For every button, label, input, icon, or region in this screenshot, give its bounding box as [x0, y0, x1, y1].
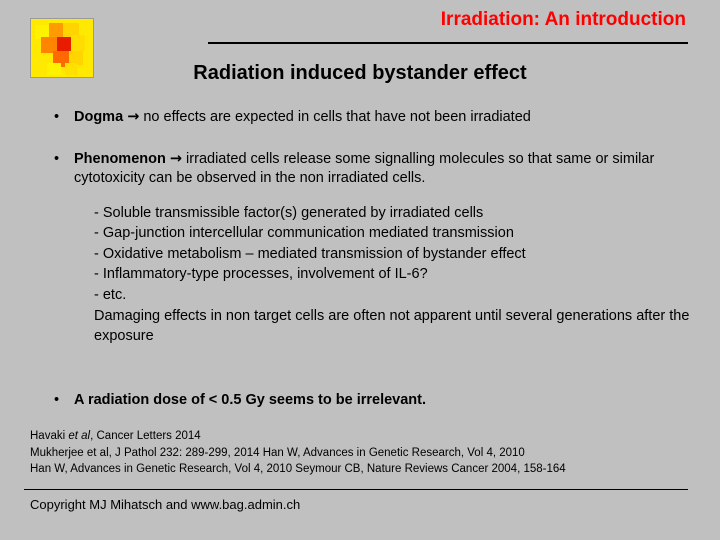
logo-block — [57, 37, 71, 51]
slide-headline: Radiation induced bystander effect — [193, 62, 527, 84]
logo-block — [71, 35, 85, 51]
bullet-dogma — [52, 108, 692, 128]
logo-block — [49, 23, 63, 37]
bullet-dose — [52, 392, 714, 408]
bullet-marker: • — [54, 392, 60, 408]
bullet-phenomenon — [52, 150, 692, 189]
slide-header — [208, 10, 688, 31]
bullet-dose-text: A radiation dose of < 0.5 Gy seems to be irrelevant. — [74, 392, 427, 408]
list-item: - etc. — [94, 287, 127, 303]
bullet-marker: • — [54, 109, 60, 125]
list-item: - Oxidative metabolism – mediated transmission of bystander effect — [94, 245, 526, 262]
page-title: Irradiation: An introduction — [440, 9, 686, 30]
bullet-marker: • — [54, 150, 60, 167]
reference-rest: , Cancer Letters 2014 — [90, 430, 201, 442]
list-item: Damaging effects in non target cells are often not apparent until several generations after the exposure — [94, 307, 690, 345]
bullet-dogma-label: Dogma — [74, 109, 124, 125]
reference-line — [30, 428, 690, 445]
reference-line: Han W, Advances in Genetic Research, Vol 4, 2010 Seymour CB, Nature Reviews Cancer 2004, 158-164 — [30, 463, 566, 476]
reference-author: Havaki — [30, 430, 66, 442]
list-item: - Inflammatory-type processes, involvement of IL-6? — [94, 266, 428, 283]
list-item: - Soluble transmissible factor(s) generated by irradiated cells — [94, 204, 484, 221]
bullet-phenomenon-label: Phenomenon — [74, 150, 166, 167]
bullet-phenomenon-text: irradiated cells release some signalling molecules so that same or similar cytotoxicity can be observed in the non irradiated cells. — [74, 150, 655, 187]
bullet-dogma-text: no effects are expected in cells that have not been irradiated — [139, 109, 531, 125]
slide-body — [52, 108, 692, 347]
arrow-icon: → — [169, 150, 183, 167]
references — [30, 428, 690, 478]
arrow-icon: → — [127, 109, 140, 125]
footer-divider — [24, 489, 688, 490]
list-item: - Gap-junction intercellular communication mediated transmission — [94, 225, 514, 242]
copyright-text: Copyright MJ Mihatsch and www.bag.admin.ch — [30, 497, 301, 512]
reference-line: Mukherjee et al, J Pathol 232: 289-299, 2014 Han W, Advances in Genetic Research, Vol 4, 2010 — [30, 446, 525, 459]
mechanism-list — [94, 203, 692, 347]
reference-italic: et al — [68, 430, 91, 442]
header-divider — [208, 42, 688, 44]
